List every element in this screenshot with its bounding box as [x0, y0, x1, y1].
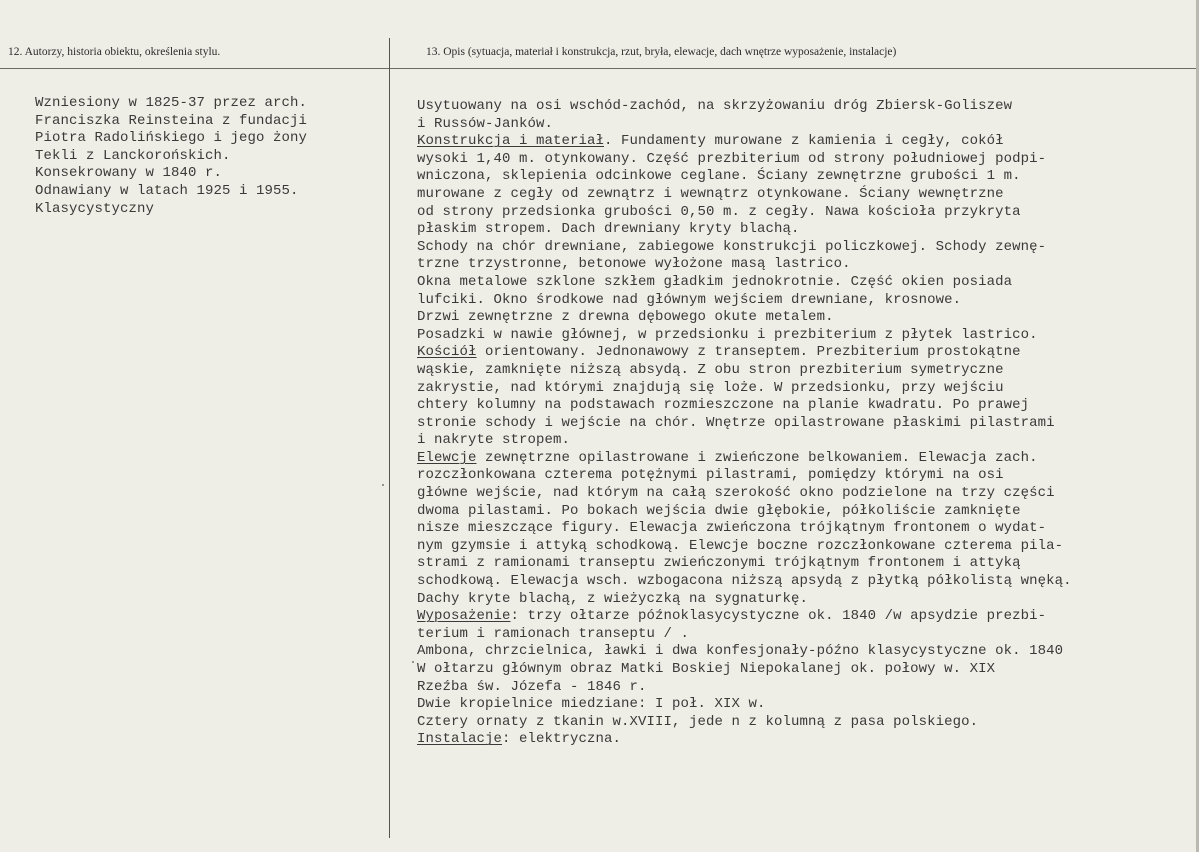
typed-line — [417, 485, 1072, 503]
line-text: Posadzki w nawie głównej, w przedsionku i prezbiterium z płytek lastrico. — [417, 326, 1038, 343]
section-label: Instalacje — [417, 731, 503, 748]
typed-line — [417, 661, 1072, 679]
line-text: i nakryte stropem. — [417, 432, 571, 449]
line-text: Dachy kryte blachą, z wieżyczką na sygnaturkę. — [417, 590, 809, 607]
typed-line — [417, 239, 1072, 257]
typed-line — [417, 327, 1072, 345]
typed-line — [417, 538, 1072, 556]
section-label: Wyposażenie — [417, 608, 511, 625]
typed-line: Klasycystyczny — [35, 200, 155, 217]
typed-line: Franciszka Reinsteina z fundacji — [35, 112, 308, 129]
line-text: schodkową. Elewacja wsch. wzbogacona niższą apsydą z płytką półkolistą wnęką. — [417, 573, 1072, 590]
margin-mark — [382, 484, 384, 486]
line-text: Ambona, chrzcielnica, ławki i dwa konfesjonały-późno klasycystyczne ok. 1840 — [417, 643, 1064, 660]
line-text: rozczłonkowana czterema potężnymi pilastrami, pomiędzy którymi na osi — [417, 467, 1004, 484]
line-text: zakrystie, nad którymi znajdują się loże. W przedsionku, przy wejściu — [417, 379, 1004, 396]
line-text: terium i ramionach transeptu / . — [417, 625, 690, 642]
line-text: strami z ramionami transeptu zwieńczonymi trójkątnym frontonem i attyką — [417, 555, 1021, 572]
line-text: . Fundamenty murowane z kamienia i cegły, cokół — [604, 133, 1004, 150]
line-text: chtery kolumny na podstawach rozmieszczone na planie kwadratu. Po prawej — [417, 397, 1030, 414]
description-text — [417, 98, 1072, 749]
line-text: Okna metalowe szklone szkłem gładkim jednokrotnie. Część okien posiada — [417, 273, 1013, 290]
typed-line — [417, 204, 1072, 222]
line-text: płaskim stropem. Dach drewniany kryty blachą. — [417, 221, 800, 238]
typed-line — [417, 292, 1072, 310]
typed-line — [417, 397, 1072, 415]
line-text: trzne trzystronne, betonowe wyłożone masą lastrico. — [417, 256, 851, 273]
line-text: Dwie kropielnice miedziane: I poł. XIX w. — [417, 696, 766, 713]
line-text: Drzwi zewnętrzne z drewna dębowego okute metalem. — [417, 309, 834, 326]
typed-line — [417, 679, 1072, 697]
typed-line — [417, 256, 1072, 274]
typed-line — [417, 731, 1072, 749]
typed-line — [417, 151, 1072, 169]
typed-line — [417, 186, 1072, 204]
typed-line — [417, 133, 1072, 151]
line-text: i Russów-Janków. — [417, 115, 554, 132]
header-divider — [0, 68, 1199, 69]
line-text: murowane z cegły od zewnątrz i wewnątrz otynkowane. Ściany wewnętrzne — [417, 185, 1004, 202]
section-label: Kościół — [417, 344, 477, 361]
line-text: orientowany. Jednonawowy z transeptem. Prezbiterium prostokątne — [476, 344, 1021, 361]
typed-line: Wzniesiony w 1825-37 przez arch. — [35, 95, 308, 111]
typed-line: Tekli z Lanckorońskich. — [35, 147, 231, 164]
line-text: Schody na chór drewniane, zabiegowe konstrukcji policzkowej. Schody zewnę- — [417, 238, 1047, 255]
line-text: zewnętrzne opilastrowane i zwieńczone belkowaniem. Elewacja zach. — [476, 449, 1038, 466]
typed-line — [417, 573, 1072, 591]
typed-line — [417, 626, 1072, 644]
line-text: Usytuowany na osi wschód-zachód, na skrzyżowaniu dróg Zbiersk-Goliszew — [417, 98, 1013, 114]
typed-line — [417, 168, 1072, 186]
line-text: Rzeźba św. Józefa - 1846 r. — [417, 678, 647, 695]
typed-line — [417, 520, 1072, 538]
line-text: W ołtarzu głównym obraz Matki Boskiej Niepokalanej ok. połowy w. XIX — [417, 661, 996, 677]
typed-line — [417, 98, 1072, 116]
typed-line — [417, 309, 1072, 327]
section-13-heading: 13. Opis (sytuacja, materiał i konstrukcja, rzut, bryła, elewacje, dach wnętrze wyposażenie, instalacje) — [426, 46, 897, 58]
typed-line — [417, 608, 1072, 626]
line-text: wniczona, sklepienia odcinkowe ceglane. Ściany zewnętrzne grubości 1 m. — [417, 168, 1021, 185]
typed-line — [417, 380, 1072, 398]
line-text: : trzy ołtarze późnoklasycystyczne ok. 1840 /w apsydzie prezbi- — [510, 608, 1047, 625]
typed-line — [417, 432, 1072, 450]
line-text: główne wejście, nad którym na całą szerokość okno podzielone na trzy części — [417, 485, 1055, 502]
typed-line: Odnawiany w latach 1925 i 1955. — [35, 182, 299, 199]
line-text: lufciki. Okno środkowe nad głównym wejściem drewniane, krosnowe. — [417, 291, 962, 308]
line-text: nym gzymsie i attyką schodkową. Elewcje boczne rozczłonkowane czterema pila- — [417, 537, 1064, 554]
typed-line — [417, 643, 1072, 661]
typed-line — [417, 591, 1072, 609]
typed-line — [417, 116, 1072, 134]
typed-line — [417, 467, 1072, 485]
typed-line — [417, 696, 1072, 714]
typed-line — [417, 362, 1072, 380]
typed-line: Piotra Radolińskiego i jego żony — [35, 130, 308, 147]
line-text: od strony przedsionka grubości 0,50 m. z cegły. Nawa kościoła przykryta — [417, 203, 1021, 220]
typed-line — [417, 555, 1072, 573]
line-text: nisze mieszczące figury. Elewacja zwieńczona trójkątnym frontonem o wydat- — [417, 520, 1047, 537]
line-text: Cztery ornaty z tkanin w.XVIII, jede n z kolumną z pasa polskiego. — [417, 713, 979, 730]
line-text: dwoma pilastami. Po bokach wejścia dwie głębokie, półkoliście zamknięte — [417, 502, 1021, 519]
typed-line — [417, 221, 1072, 239]
typed-line — [417, 274, 1072, 292]
typed-line — [417, 344, 1072, 362]
authors-history-text — [35, 95, 307, 218]
line-text: : elektryczna. — [502, 731, 622, 748]
section-12-heading: 12. Autorzy, historia obiektu, określenia stylu. — [8, 46, 221, 58]
line-text: wąskie, zamknięte niższą absydą. Z obu stron prezbiterium symetryczne — [417, 361, 1004, 378]
line-text: wysoki 1,40 m. otynkowany. Część prezbiterium od strony południowej podpi- — [417, 150, 1047, 167]
column-divider — [389, 38, 390, 838]
typed-line: Konsekrowany w 1840 r. — [35, 165, 223, 182]
typed-line — [417, 503, 1072, 521]
typed-line — [417, 415, 1072, 433]
section-label: Konstrukcja i materiał — [417, 133, 605, 150]
typed-line — [417, 450, 1072, 468]
section-label: Elewcje — [417, 449, 477, 466]
margin-mark — [412, 661, 414, 663]
line-text: stronie schody i wejście na chór. Wnętrze opilastrowane płaskimi pilastrami — [417, 414, 1055, 431]
typed-line — [417, 714, 1072, 732]
